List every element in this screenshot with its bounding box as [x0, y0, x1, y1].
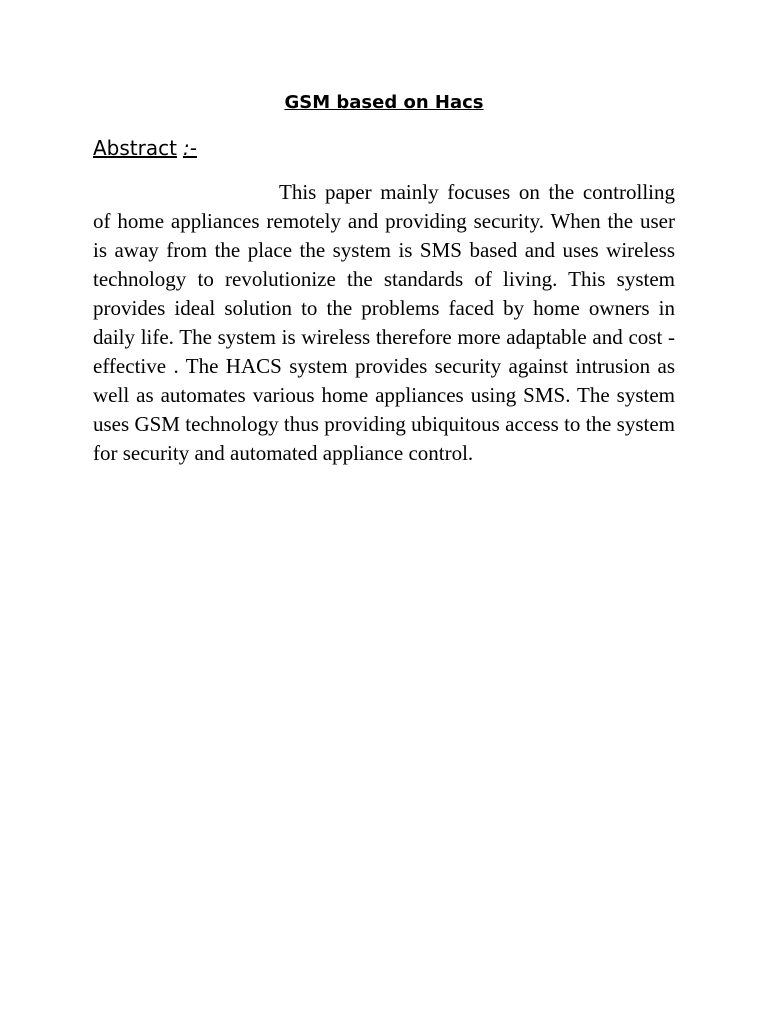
abstract-paragraph: This paper mainly focuses on the controlling of home appliances remotely and providing security. When the user is away from the place the system is SMS based and uses wireless technology to revolutionize the standards of living. This system provides ideal solution to the problems faced by home owners in daily life. The system is wireless therefore more adaptable and cost - effective . The HACS system provides security against intrusion as well as automates various home appliances using SMS. The system uses GSM technology thus providing ubiquitous access to the system for security and automated appliance control. [93, 180, 675, 465]
abstract-heading-separator: :- [182, 136, 197, 160]
document-title-text: GSM based on Hacs [284, 92, 484, 113]
abstract-heading-label: Abstract [93, 136, 177, 160]
abstract-heading [93, 134, 197, 162]
document-title [0, 90, 768, 116]
